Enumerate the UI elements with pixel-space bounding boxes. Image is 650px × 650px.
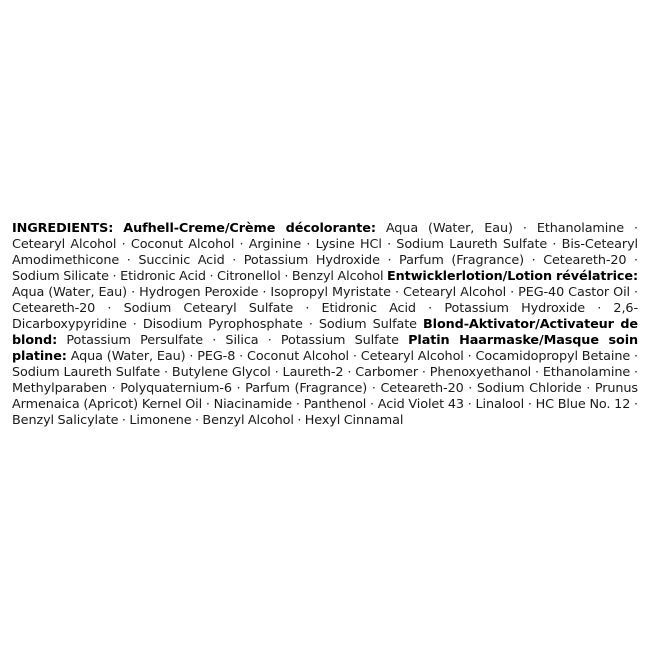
ingredients-paragraph — [12, 221, 638, 429]
section-text-blond-activator: Potassium Persulfate · Silica · Potassium Sulfate — [66, 333, 399, 348]
section-text-developer-lotion: Aqua (Water, Eau) · Hydrogen Peroxide · Isopropyl Myristate · Cetearyl Alcohol · PEG-40 Castor Oil · Ceteareth-20 · Sodium Cetearyl Sulfate · Etidronic Acid · Potassium Hydroxide · 2,6-Dicarboxypyridine · Disodium Pyrophosphate · Sodium Sulfate — [12, 285, 638, 332]
section-text-lightening-cream: Aqua (Water, Eau) · Ethanolamine · Cetearyl Alcohol · Coconut Alcohol · Arginine · Lysine HCl · Sodium Laureth Sulfate · Bis-Cetearyl Amodimethicone · Succinic Acid · Potassium Hydroxide · Parfum (Fragrance) · Ceteareth-20 · Sodium Silicate · Etidronic Acid · Citronellol · Benzyl Alcohol — [12, 221, 639, 284]
section-title-platinum-hair-mask: Platin Haarmaske/Masque soin platine: — [12, 333, 639, 364]
section-text-platinum-hair-mask: Aqua (Water, Eau) · PEG-8 · Coconut Alcohol · Cetearyl Alcohol · Cocamidopropyl Betaine · Sodium Laureth Sulfate · Butylene Glycol · Laureth-2 · Carbomer · Phenoxyethanol · Ethanolamine · Methylparaben · Polyquaternium-6 · Parfum (Fragrance) · Ceteareth-20 · Sodium Chloride · Prunus Armenaica (Apricot) Kernel Oil · Niacinamide · Panthenol · Acid Violet 43 · Linalool · HC Blue No. 12 · Benzyl Salicylate · Limonene · Benzyl Alcohol · Hexyl Cinnamal — [12, 349, 639, 428]
section-title-blond-activator: Blond-Aktivator/Activateur de blond: — [12, 317, 638, 348]
section-title-lightening-cream: Aufhell-Creme/Crème décolorante: — [123, 221, 376, 236]
ingredients-heading: INGREDIENTS: — [12, 221, 114, 236]
section-title-developer-lotion: Entwicklerlotion/Lotion révélatrice: — [387, 269, 638, 284]
